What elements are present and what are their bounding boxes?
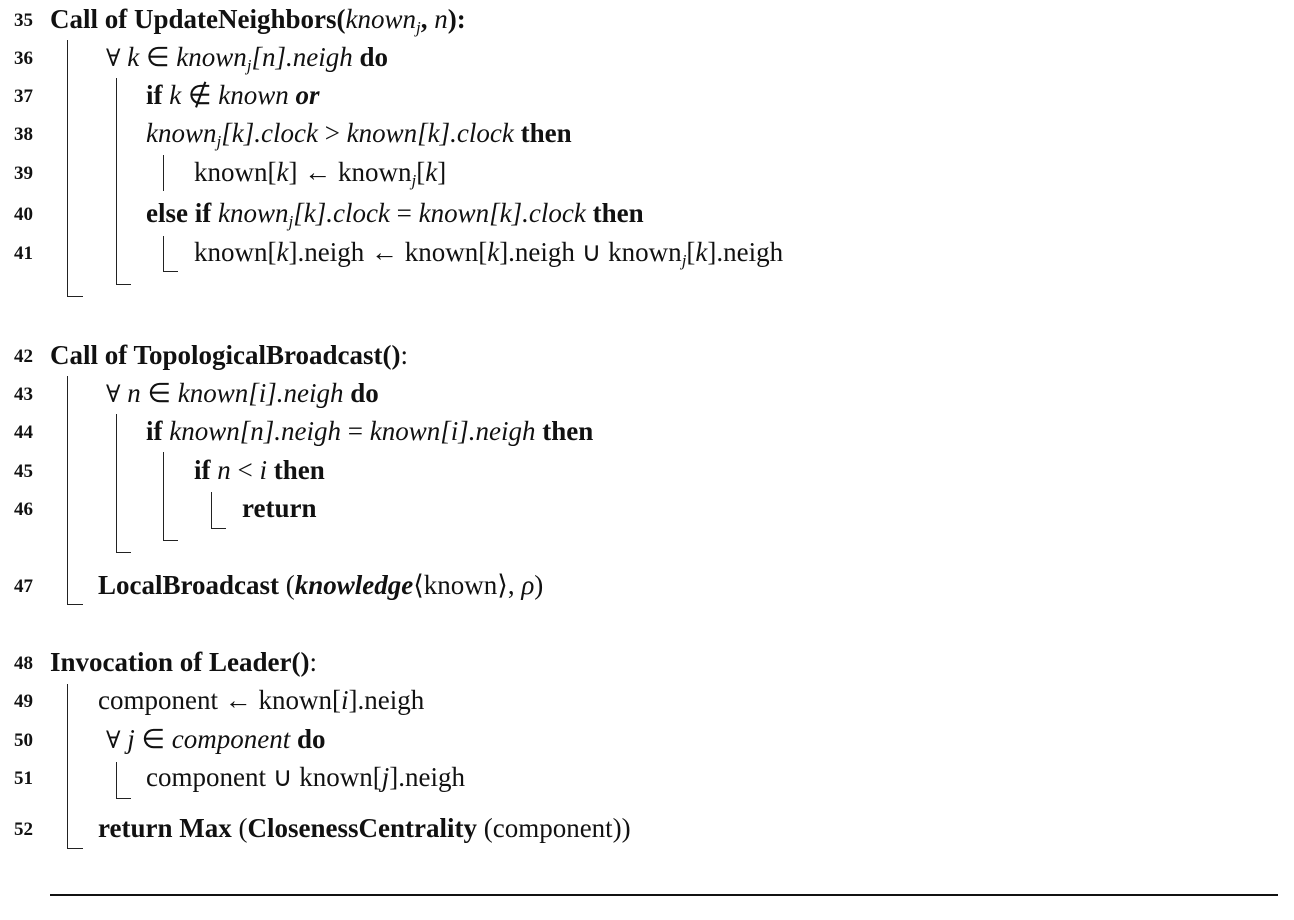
bottom-rule (50, 894, 1278, 896)
code-text: known$_j$[k].clock > known[k].clock then (146, 118, 572, 151)
line-number: 39 (14, 163, 33, 184)
line-number: 46 (14, 499, 33, 520)
block-foot-forall-j (116, 798, 131, 799)
code-text: if n < i then (194, 455, 325, 485)
line-number: 36 (14, 48, 33, 69)
code-text: known[k].neigh ← known[k].neigh ∪ known$_j$[k].neigh (194, 237, 784, 270)
code-text: ∀ k ∈ known$_j$[n].neigh do (106, 42, 389, 75)
line-47 (0, 566, 1294, 604)
line-40 (0, 194, 1294, 232)
line-35 (0, 0, 1294, 38)
block-foot-else-41 (163, 271, 178, 272)
line-number: 35 (14, 10, 33, 31)
line-43 (0, 374, 1294, 412)
line-37 (0, 76, 1294, 114)
line-number: 47 (14, 576, 33, 597)
line-number: 49 (14, 691, 33, 712)
line-number: 41 (14, 243, 33, 264)
line-48 (0, 643, 1294, 681)
block-foot-leader (67, 848, 83, 849)
line-number: 51 (14, 768, 33, 789)
block-foot-if-44 (163, 540, 178, 541)
code-text: return Max (ClosenessCentrality (component)) (98, 813, 631, 843)
code-text: ∀ n ∈ known[i].neigh do (106, 378, 379, 408)
line-number: 43 (14, 384, 33, 405)
code-text: if k ∉ known or (146, 80, 320, 110)
line-38 (0, 114, 1294, 152)
code-text: Call of TopologicalBroadcast(): (50, 340, 409, 370)
line-number: 48 (14, 653, 33, 674)
block-foot-topologicalbroadcast (67, 604, 83, 605)
line-44 (0, 412, 1294, 450)
line-52 (0, 809, 1294, 847)
line-50 (0, 720, 1294, 758)
block-foot-forall-k (116, 284, 131, 285)
code-text: component ← known[i].neigh (98, 685, 425, 715)
code-text: Call of UpdateNeighbors(known$_j$, n): (50, 4, 466, 37)
block-foot-forall-n (116, 552, 131, 553)
line-number: 52 (14, 819, 33, 840)
line-46 (0, 489, 1294, 527)
line-number: 42 (14, 346, 33, 367)
code-text: LocalBroadcast (knowledge⟨known⟩, ρ) (98, 570, 544, 600)
line-number: 50 (14, 730, 33, 751)
line-number: 38 (14, 124, 33, 145)
block-foot-updateneighbors (67, 296, 83, 297)
code-text: known[k] ← known$_j$[k] (194, 157, 447, 190)
line-number: 37 (14, 86, 33, 107)
code-text: component ∪ known[j].neigh (146, 762, 465, 792)
line-45 (0, 451, 1294, 489)
code-text: ∀ j ∈ component do (106, 724, 326, 754)
code-text: else if known$_j$[k].clock = known[k].clock then (146, 198, 644, 231)
line-42 (0, 336, 1294, 374)
line-36 (0, 38, 1294, 76)
line-49 (0, 681, 1294, 719)
code-text: if known[n].neigh = known[i].neigh then (146, 416, 594, 446)
code-text: Invocation of Leader(): (50, 647, 317, 677)
line-number: 40 (14, 204, 33, 225)
line-51 (0, 758, 1294, 796)
line-number: 45 (14, 461, 33, 482)
line-41 (0, 233, 1294, 271)
line-39 (0, 153, 1294, 191)
block-foot-if-45 (211, 528, 226, 529)
code-text: return (242, 493, 317, 523)
line-number: 44 (14, 422, 33, 443)
